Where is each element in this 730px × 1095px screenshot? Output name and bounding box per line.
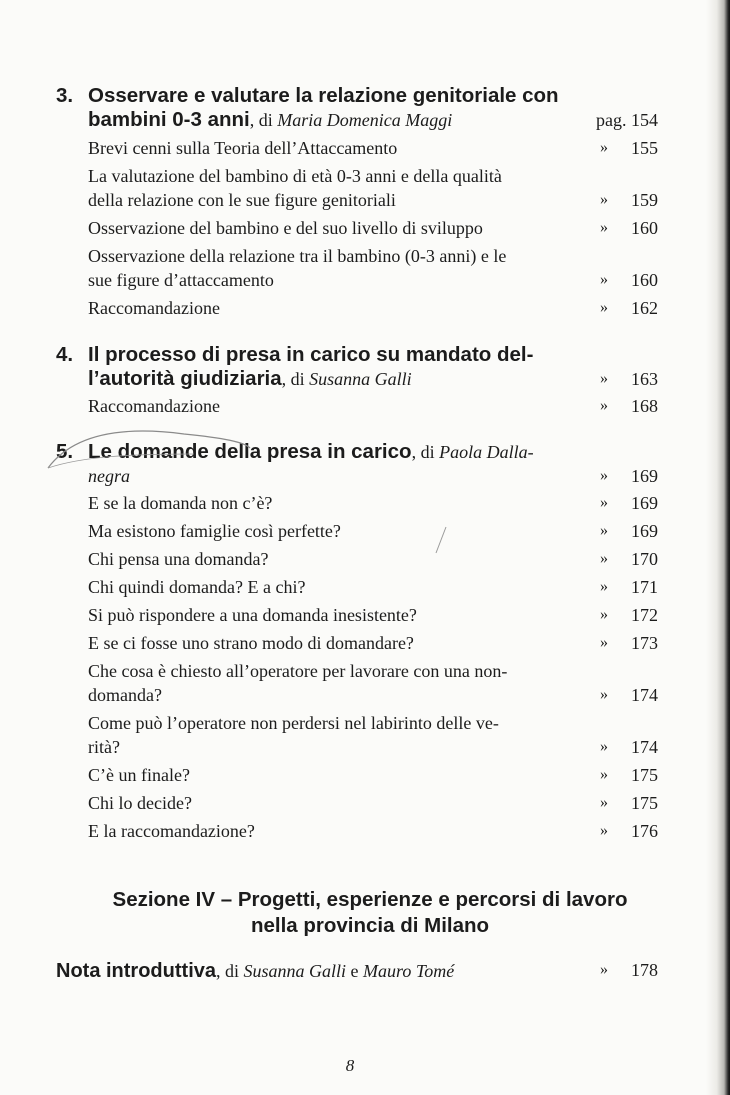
toc-entry-text <box>88 711 568 759</box>
raquo-marker: » <box>600 794 608 811</box>
di-connector: , di <box>249 110 278 130</box>
raquo-marker: » <box>600 467 608 484</box>
toc-entry-text: Raccomandazione <box>88 298 220 318</box>
toc-page-number: 160 <box>631 218 658 238</box>
di-connector: , di <box>281 369 310 389</box>
and-connector: e <box>346 961 364 981</box>
chapter-title <box>88 84 616 132</box>
raquo-marker: » <box>600 522 608 539</box>
toc-page-number: 172 <box>631 605 658 625</box>
raquo-marker: » <box>600 578 608 595</box>
pencil-slash-mark <box>430 525 450 555</box>
raquo-marker: » <box>600 370 608 387</box>
chapter-4 <box>56 343 664 423</box>
book-spine-shadow <box>706 0 730 1095</box>
toc-page-number: 159 <box>631 190 658 210</box>
toc-page-number: 173 <box>631 633 658 653</box>
raquo-marker: » <box>600 686 608 703</box>
raquo-marker: » <box>600 397 608 414</box>
raquo-marker: » <box>600 961 608 978</box>
raquo-marker: » <box>600 634 608 651</box>
toc-page-number: 175 <box>631 793 658 813</box>
di-connector: , di <box>411 442 440 462</box>
toc-entry-text: Brevi cenni sulla Teoria dell’Attaccamento <box>88 138 398 158</box>
toc-entry-text: E se ci fosse uno strano modo di domandare? <box>88 633 414 653</box>
pencil-arc-mark <box>44 428 304 488</box>
chapter-author: Susanna Galli <box>309 369 412 389</box>
toc-entry-text: Raccomandazione <box>88 396 220 416</box>
toc-page-number: 168 <box>631 396 658 416</box>
toc-page-number: 162 <box>631 298 658 318</box>
toc-entry-text-line2: domanda? <box>88 685 162 705</box>
chapter-3 <box>56 84 664 324</box>
toc-entry-text: E se la domanda non c’è? <box>88 493 273 513</box>
chapter-author: Maria Domenica Maggi <box>277 110 453 130</box>
nota-author-1: Susanna Galli <box>243 961 347 981</box>
toc-entry-text: Si può rispondere a una domanda inesistente? <box>88 605 417 625</box>
di-connector: , di <box>216 961 244 981</box>
toc-entry-text-line1: Osservazione della relazione tra il bambino (0-3 anni) e le <box>88 246 507 266</box>
chapter-title-line2: l’autorità giudiziaria <box>88 367 282 390</box>
toc-entry-text-line2: rità? <box>88 737 120 757</box>
chapter-title <box>88 343 616 391</box>
raquo-marker: » <box>600 299 608 316</box>
toc-page-number: 174 <box>631 737 658 757</box>
nota-introduttiva-entry <box>56 958 664 984</box>
chapter-number: 5. <box>56 440 74 463</box>
raquo-marker: » <box>600 271 608 288</box>
toc-entry-text: C’è un finale? <box>88 765 190 785</box>
toc-page-number: 160 <box>631 270 658 290</box>
raquo-marker: » <box>600 738 608 755</box>
raquo-marker: » <box>600 219 608 236</box>
section-heading <box>70 887 670 939</box>
chapter-title-line1: Osservare e valutare la relazione genitoriale con <box>88 84 559 107</box>
toc-page-number: 171 <box>631 577 658 597</box>
toc-page-number: 175 <box>631 765 658 785</box>
chapter-title-bold: Le domande della presa in carico <box>88 440 412 463</box>
toc-page-number: 178 <box>631 960 658 980</box>
section-heading-line1: Sezione IV – Progetti, esperienze e percorsi di lavoro <box>112 888 628 911</box>
chapter-page-ref: pag. 154 <box>596 110 658 130</box>
chapter-5 <box>56 440 664 850</box>
nota-author-2: Mauro Tomé <box>363 961 455 981</box>
chapter-title-line2: bambini 0-3 anni <box>88 108 250 131</box>
toc-entry-text: E la raccomandazione? <box>88 821 255 841</box>
toc-entry-text <box>88 659 568 707</box>
raquo-marker: » <box>600 494 608 511</box>
toc-entry-text: Chi quindi domanda? E a chi? <box>88 577 306 597</box>
toc-page-number: 170 <box>631 549 658 569</box>
raquo-marker: » <box>600 606 608 623</box>
chapter-3-heading <box>56 84 616 132</box>
chapter-4-heading <box>56 343 616 391</box>
toc-page-number: 155 <box>631 138 658 158</box>
chapter-title-line1: Il processo di presa in carico su mandato del- <box>88 343 534 366</box>
raquo-marker: » <box>600 766 608 783</box>
toc-page-number: 169 <box>631 493 658 513</box>
chapter-page-number: 169 <box>631 466 658 486</box>
toc-entry-text <box>88 244 568 292</box>
toc-entry-text-line1: Come può l’operatore non perdersi nel labirinto delle ve- <box>88 713 499 733</box>
raquo-marker: » <box>600 139 608 156</box>
nota-title: Nota introduttiva <box>56 960 216 982</box>
chapter-number: 4. <box>56 343 74 366</box>
section-heading-line2: nella provincia di Milano <box>250 914 490 937</box>
toc-entry-text: Chi pensa una domanda? <box>88 549 269 569</box>
toc-page-number: 174 <box>631 685 658 705</box>
toc-page-number: 176 <box>631 821 658 841</box>
chapter-page-number: 163 <box>631 369 658 389</box>
toc-entry-text: Osservazione del bambino e del suo livello di sviluppo <box>88 218 483 238</box>
toc-entry-text-line2: della relazione con le sue figure genitoriali <box>88 190 396 210</box>
toc-entry-text: Ma esistono famiglie così perfette? <box>88 521 341 541</box>
toc-entry-text: Chi lo decide? <box>88 793 192 813</box>
chapter-author-line1: Paola Dalla- <box>439 442 534 462</box>
toc-entry-text-line1: Che cosa è chiesto all’operatore per lavorare con una non- <box>88 661 508 681</box>
toc-entry-text-line1: La valutazione del bambino di età 0-3 anni e della qualità <box>88 166 502 186</box>
chapter-author-line2: negra <box>88 466 130 486</box>
raquo-marker: » <box>600 191 608 208</box>
raquo-marker: » <box>600 822 608 839</box>
raquo-marker: » <box>600 550 608 567</box>
chapter-number: 3. <box>56 84 74 107</box>
page-folio: 8 <box>345 1056 355 1075</box>
toc-entry-text <box>88 164 568 212</box>
toc-entry-text-line2: sue figure d’attaccamento <box>88 270 274 290</box>
toc-page-number: 169 <box>631 521 658 541</box>
